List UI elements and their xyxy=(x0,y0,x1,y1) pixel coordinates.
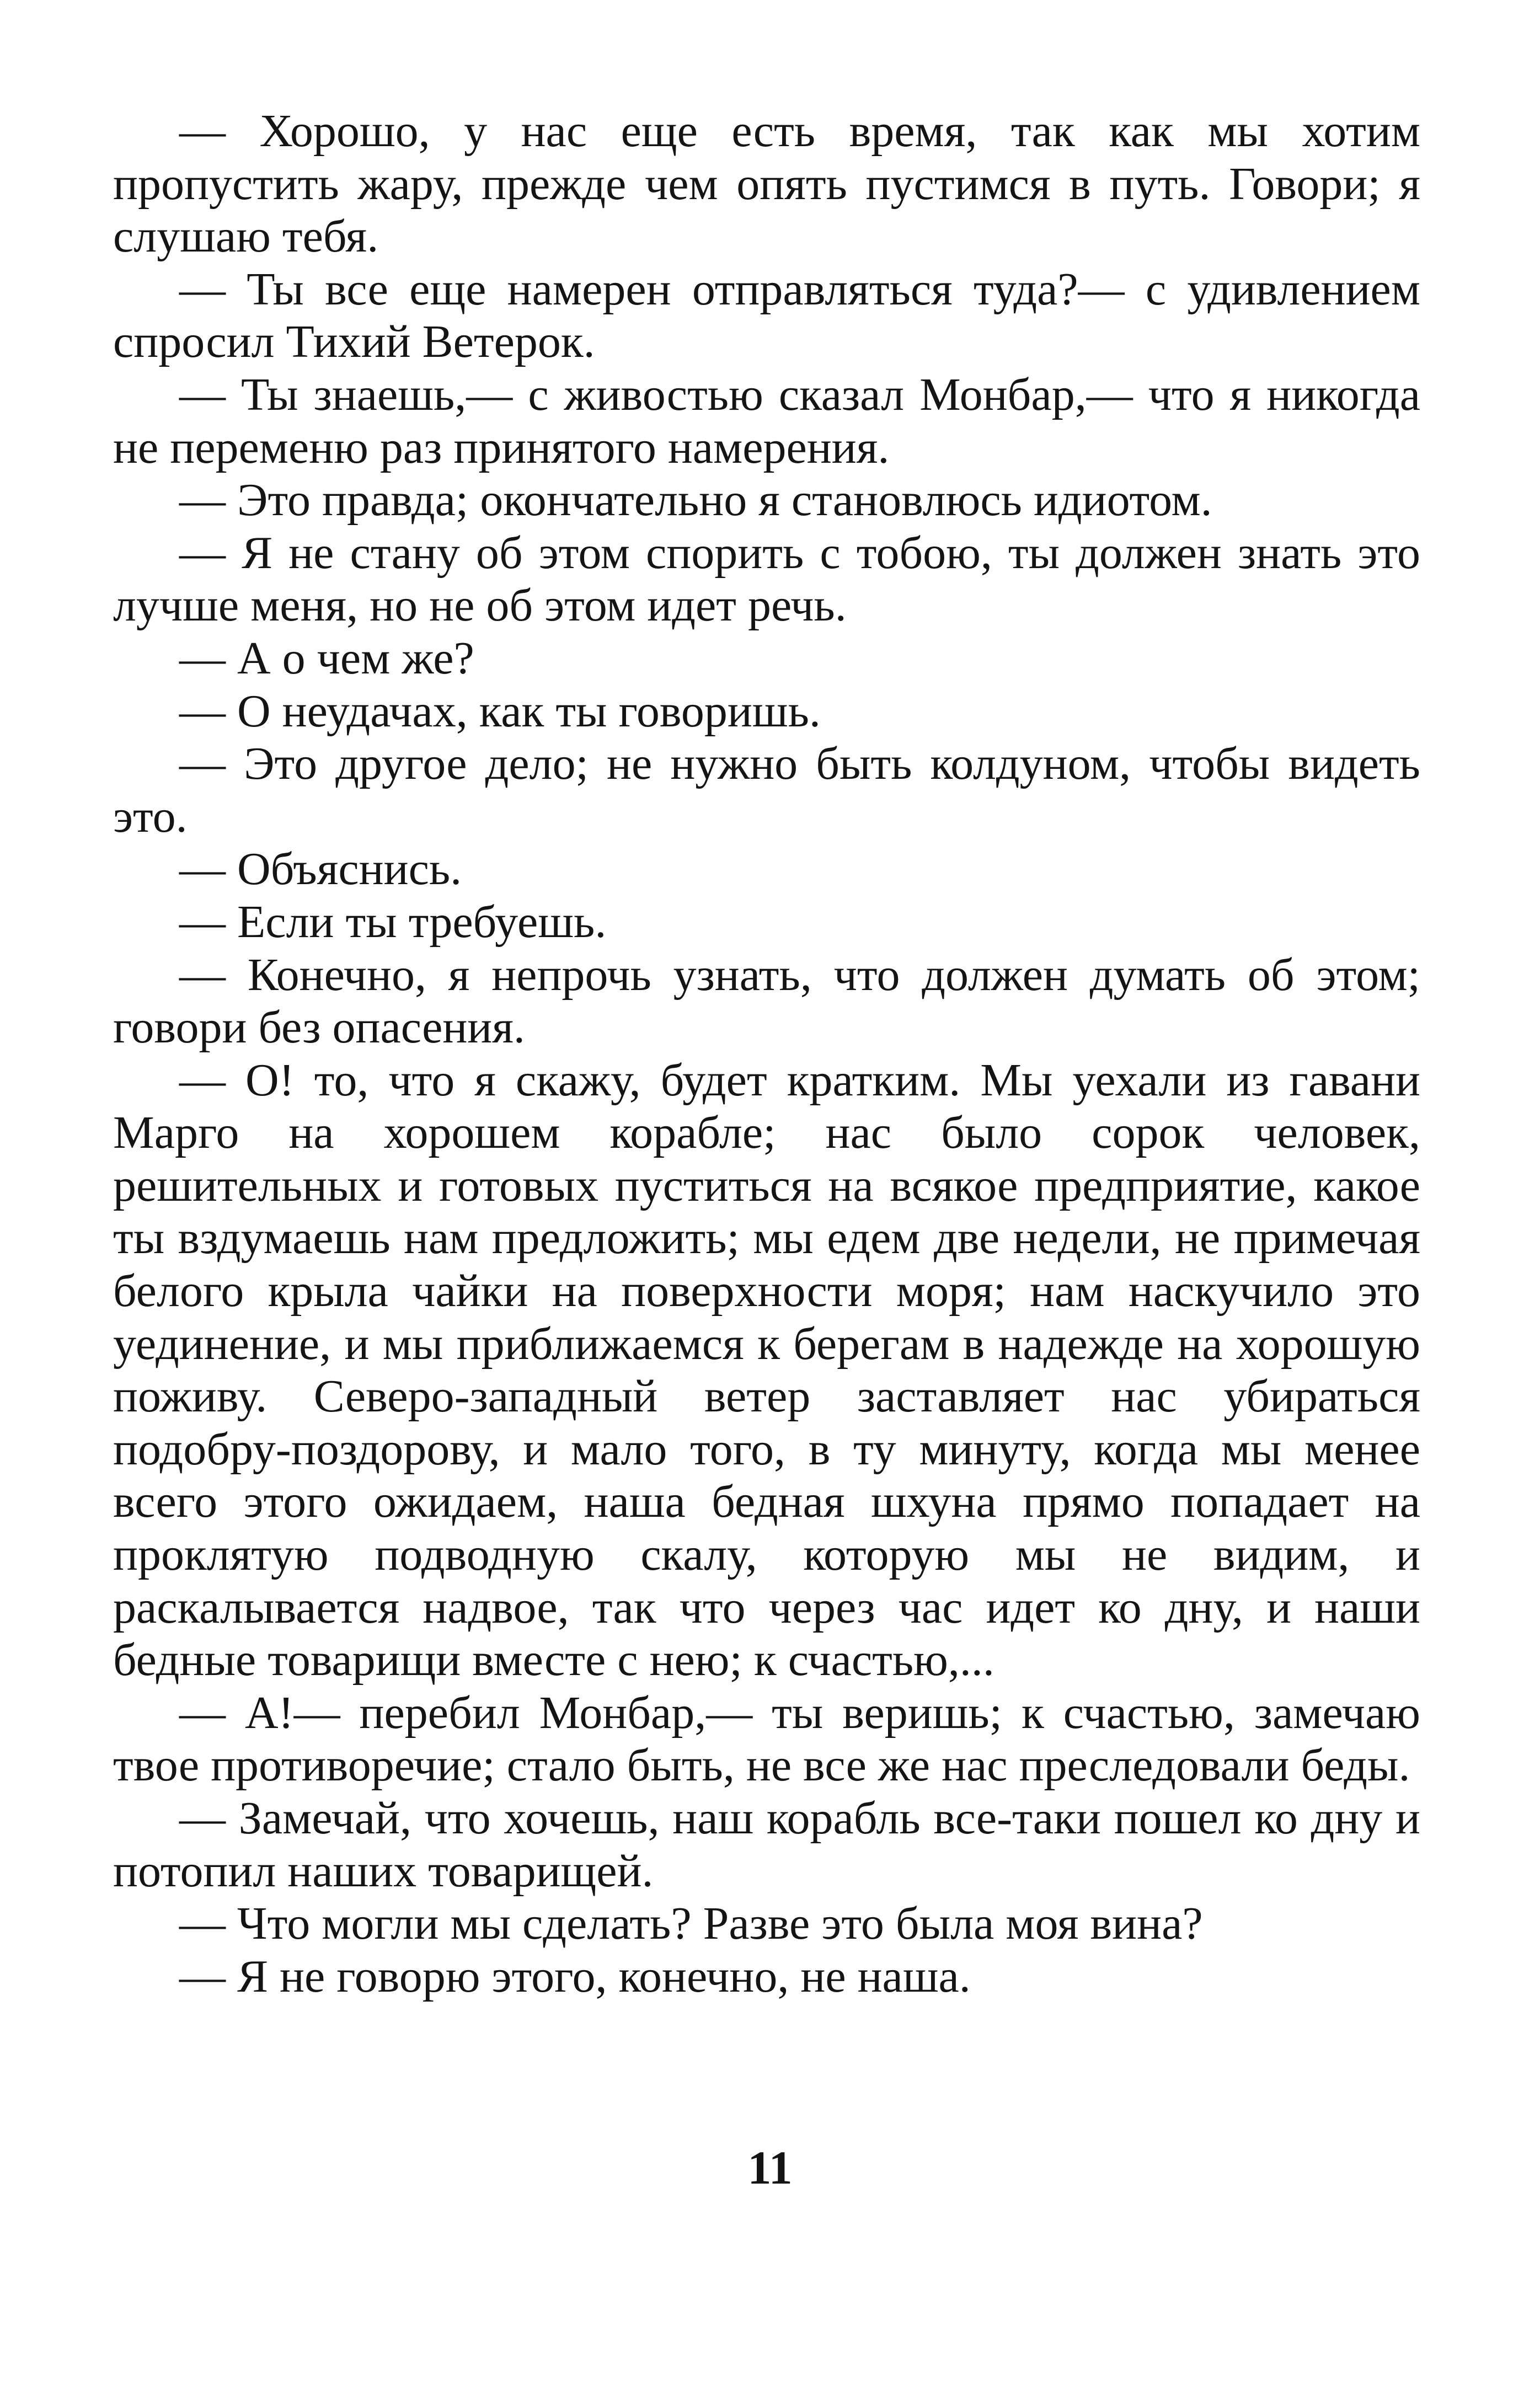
paragraph-12: — О! то, что я скажу, будет кратким. Мы уехали из гавани Марго на хорошем корабле; нас было сорок человек, решительных и готовых пуститься на всякое предприятие, какое ты вздумаешь нам предложить; мы едем две недели, не примечая белого крыла чайки на поверхности моря; нам наскучило это уединение, и мы приближаемся к берегам в надежде на хорошую поживу. Северо-западный ветер заставляет нас убираться подобру-поздорову, и мало того, в ту минуту, когда мы менее всего этого ожидаем, наша бедная шхуна прямо попадает на проклятую подводную скалу, которую мы не видим, и раскалывается надвое, так что через час идет ко дну, и наши бедные товарищи вместе с нею; к счастью,... xyxy=(113,1054,1420,1686)
paragraph-9: — Объяснись. xyxy=(179,843,462,895)
paragraph-7: — О неудачах, как ты говоришь. xyxy=(179,685,821,737)
paragraph-4: — Это правда; окончательно я становлюсь идиотом. xyxy=(179,474,1212,526)
paragraph-2: — Ты все еще намерен отправляться туда?— с удивлением спросил Тихий Ветерок. xyxy=(113,263,1420,368)
paragraph-6: — А о чем же? xyxy=(179,632,474,684)
paragraph-14: — Замечай, что хочешь, наш корабль все-таки пошел ко дну и потопил наших товарищей. xyxy=(113,1793,1420,1897)
paragraph-15: — Что могли мы сделать? Разве это была моя вина? xyxy=(179,1898,1203,1950)
body-text xyxy=(113,105,1420,2003)
page-number: 11 xyxy=(747,2141,793,2194)
paragraph-3: — Ты знаешь,— с живостью сказал Монбар,— что я никогда не переменю раз принятого намерения. xyxy=(113,368,1420,473)
paragraph-13: — А!— перебил Монбар,— ты веришь; к счастью, замечаю твое противоречие; стало быть, не все же нас преследовали беды. xyxy=(113,1687,1420,1791)
paragraph-1: — Хорошо, у нас еще есть время, так как мы хотим пропустить жару, прежде чем опять пустимся в путь. Говори; я слушаю тебя. xyxy=(113,105,1420,263)
paragraph-5: — Я не стану об этом спорить с тобою, ты должен знать это лучше меня, но не об этом идет речь. xyxy=(113,527,1420,632)
paragraph-8: — Это другое дело; не нужно быть колдуном, чтобы видеть это. xyxy=(113,738,1420,842)
paragraph-11: — Конечно, я непрочь узнать, что должен думать об этом; говори без опасения. xyxy=(113,949,1420,1053)
paragraph-16: — Я не говорю этого, конечно, не наша. xyxy=(179,1950,971,2002)
paragraph-10: — Если ты требуешь. xyxy=(179,896,607,948)
